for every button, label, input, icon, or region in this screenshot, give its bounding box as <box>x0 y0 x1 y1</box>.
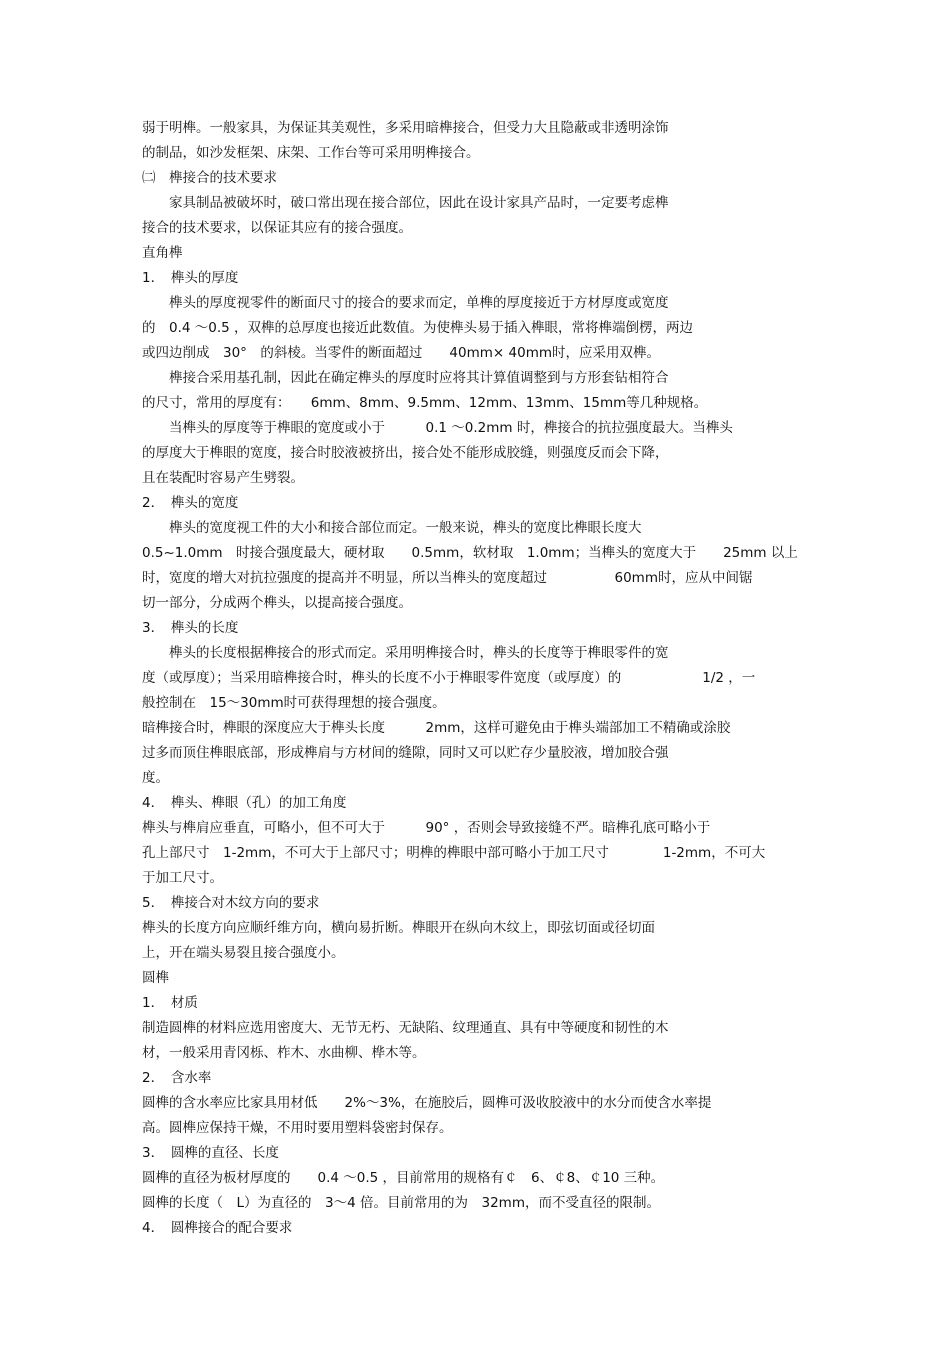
subsection-heading: 2． 含水率 <box>142 1070 212 1086</box>
text-line: 孔上部尺寸 1-2mm，不可大于上部尺寸；明榫的榫眼中部可略小于加工尺寸 1-2mm，不可大 <box>142 845 766 861</box>
text-line: 榫接合采用基孔制，因此在确定榫头的厚度时应将其计算值调整到与方形套钻相符合 <box>142 370 669 386</box>
text-line: 的 0.4 ～0.5 ，双榫的总厚度也接近此数值。为使榫头易于插入榫眼，常将榫端倒楞，两边 <box>142 320 694 336</box>
text-line: 或四边削成 30° 的斜棱。当零件的断面超过 40mm× 40mm时，应采用双榫。 <box>142 345 660 361</box>
text-line: 上，开在端头易裂且接合强度小。 <box>142 945 345 961</box>
text-line: 过多而顶住榫眼底部，形成榫肩与方材间的缝隙，同时又可以贮存少量胶液，增加胶合强 <box>142 745 669 761</box>
text-line: 度。 <box>142 770 169 786</box>
subsection-heading: 2． 榫头的宽度 <box>142 495 239 511</box>
text-line: 的尺寸，常用的厚度有： 6mm、8mm、9.5mm、12mm、13mm、15mm等几种规格。 <box>142 395 708 411</box>
subsection-heading: 4． 榫头、榫眼（孔）的加工角度 <box>142 795 347 811</box>
subsection-heading: 3． 榫头的长度 <box>142 620 239 636</box>
text-line: 时，宽度的增大对抗拉强度的提高并不明显，所以当榫头的宽度超过 60mm时，应从中间锯 <box>142 570 753 586</box>
section-heading: ㈡ 榫接合的技术要求 <box>142 170 277 186</box>
text-line: 的制品，如沙发框架、床架、工作台等可采用明榫接合。 <box>142 145 480 161</box>
text-line: 高。圆榫应保持干燥，不用时要用塑料袋密封保存。 <box>142 1120 453 1136</box>
text-line: 暗榫接合时，榫眼的深度应大于榫头长度 2mm，这样可避免由于榫头端部加工不精确或涂胶 <box>142 720 731 736</box>
text-line: 榫头的宽度视工件的大小和接合部位而定。一般来说，榫头的宽度比榫眼长度大 <box>142 520 642 536</box>
subsection-heading: 1． 材质 <box>142 995 198 1011</box>
section-heading: 直角榫 <box>142 245 183 261</box>
text-line: 榫头的厚度视零件的断面尺寸的接合的要求而定，单榫的厚度接近于方材厚度或宽度 <box>142 295 669 311</box>
text-line: 圆榫的直径为板材厚度的 0.4 ～0.5 ，目前常用的规格有￠ 6、￠8、￠10 三种。 <box>142 1170 665 1186</box>
text-line: 且在装配时容易产生劈裂。 <box>142 470 304 486</box>
text-line: 圆榫的含水率应比家具用材低 2%～3%，在施胶后，圆榫可汲收胶液中的水分而使含水率提 <box>142 1095 712 1111</box>
text-line: 的厚度大于榫眼的宽度，接合时胶液被挤出，接合处不能形成胶缝，则强度反而会下降， <box>142 445 669 461</box>
text-line: 家具制品被破坏时，破口常出现在接合部位，因此在设计家具产品时，一定要考虑榫 <box>142 195 669 211</box>
subsection-heading: 4． 圆榫接合的配合要求 <box>142 1220 293 1236</box>
text-line: 榫头的长度根据榫接合的形式而定。采用明榫接合时，榫头的长度等于榫眼零件的宽 <box>142 645 669 661</box>
text-line: 般控制在 15～30mm时可获得理想的接合强度。 <box>142 695 446 711</box>
subsection-heading: 5． 榫接合对木纹方向的要求 <box>142 895 320 911</box>
text-line: 圆榫的长度（ L）为直径的 3～4 倍。目前常用的为 32mm，而不受直径的限制。 <box>142 1195 660 1211</box>
text-line: 切一部分，分成两个榫头，以提高接合强度。 <box>142 595 412 611</box>
text-line: 弱于明榫。一般家具，为保证其美观性，多采用暗榫接合，但受力大且隐蔽或非透明涂饰 <box>142 120 669 136</box>
subsection-heading: 3． 圆榫的直径、长度 <box>142 1145 279 1161</box>
text-line: 榫头的长度方向应顺纤维方向，横向易折断。榫眼开在纵向木纹上，即弦切面或径切面 <box>142 920 655 936</box>
section-heading: 圆榫 <box>142 970 169 986</box>
text-line: 当榫头的厚度等于榫眼的宽度或小于 0.1 ～0.2mm 时，榫接合的抗拉强度最大。当榫头 <box>142 420 733 436</box>
text-line: 材，一般采用青冈栎、柞木、水曲柳、桦木等。 <box>142 1045 426 1061</box>
text-line: 制造圆榫的材料应选用密度大、无节无朽、无缺陷、纹理通直、具有中等硬度和韧性的木 <box>142 1020 669 1036</box>
text-line: 榫头与榫肩应垂直，可略小，但不可大于 90° ，否则会导致接缝不严。暗榫孔底可略小于 <box>142 820 711 836</box>
text-line: 度（或厚度）；当采用暗榫接合时，榫头的长度不小于榫眼零件宽度（或厚度）的 1/2 ，一 <box>142 670 756 686</box>
text-line: 于加工尺寸。 <box>142 870 223 886</box>
text-line: 接合的技术要求，以保证其应有的接合强度。 <box>142 220 412 236</box>
subsection-heading: 1． 榫头的厚度 <box>142 270 239 286</box>
text-line: 0.5~1.0mm 时接合强度最大，硬材取 0.5mm，软材取 1.0mm；当榫头的宽度大于 25mm 以上 <box>142 545 798 561</box>
